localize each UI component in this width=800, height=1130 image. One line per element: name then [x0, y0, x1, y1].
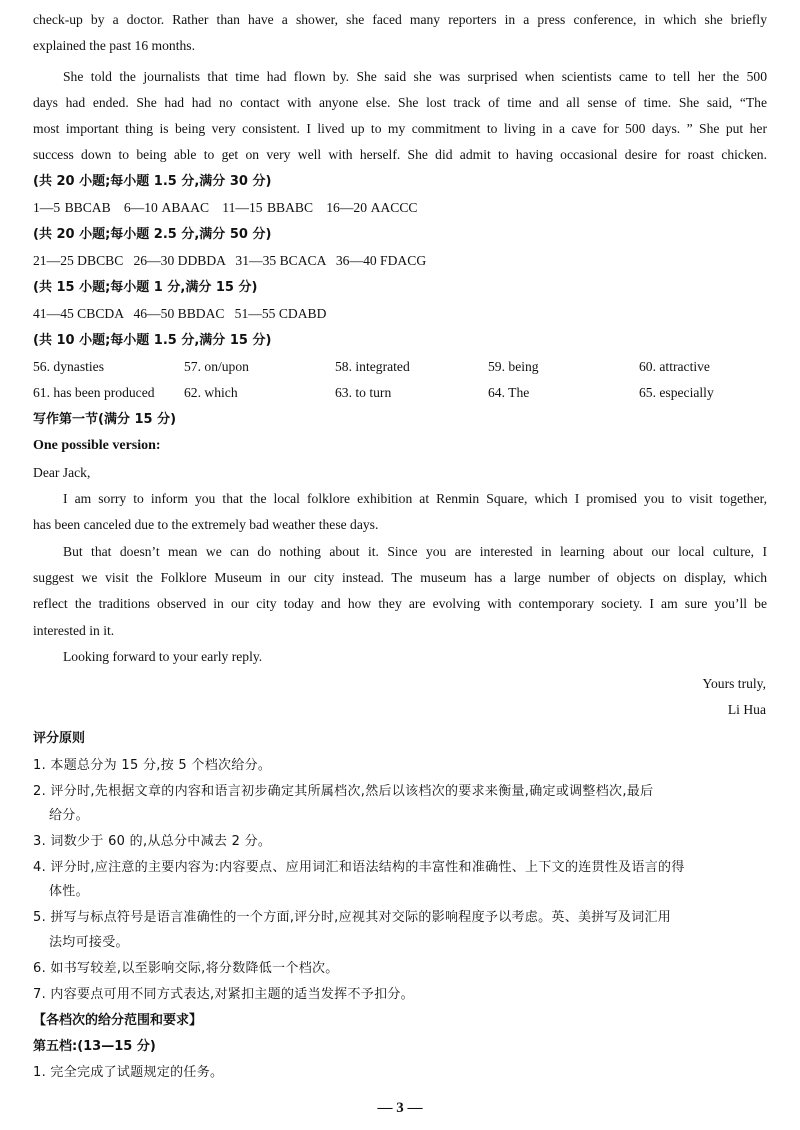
letter-p2-line-2 — [33, 568, 767, 588]
grammar-answer: 64. The — [488, 385, 530, 400]
scoring-title: 评分原则 — [33, 731, 86, 746]
passage-text: most important thing is being very consistent. I lived up to my commitment to living in a cave for 500 days. ” She put her — [33, 121, 767, 136]
grammar-answer: 65. especially — [639, 385, 714, 400]
passage-text: She told the journalists that time had flown by. She said she was surprised when scientists came to tell her the 500 — [63, 69, 767, 84]
grammar-answers-row-1 — [33, 357, 773, 377]
level-5-title: 第五档:(13—15 分) — [33, 1039, 156, 1054]
letter-p2-line-4: interested in it. — [33, 623, 115, 638]
scoring-item-5: 5. 拼写与标点符号是语言准确性的一个方面,评分时,应视其对交际的影响程度予以考虑。英、美拼写及词汇用 — [33, 910, 672, 925]
scoring-item-1: 1. 本题总分为 15 分,按 5 个档次给分。 — [33, 758, 272, 773]
scoring-item-7: 7. 内容要点可用不同方式表达,对紧扣主题的适当发挥不予扣分。 — [33, 987, 414, 1002]
letter-p2-line-1 — [63, 542, 767, 562]
scoring-item-4-cont: 体性。 — [49, 884, 89, 899]
section-2-answers: 21—25 DBCBC 26—30 DDBDA 31—35 BCACA 36—40 FDACG — [33, 253, 427, 268]
grammar-answer: 56. dynasties — [33, 359, 104, 374]
letter-p1-line-2: has been canceled due to the extremely bad weather these days. — [33, 517, 379, 532]
section-1-answers: 1—5 BBCAB 6—10 ABAAC 11—15 BBABC 16—20 AACCC — [33, 200, 418, 215]
passage-line-6 — [33, 145, 767, 165]
grammar-answer: 62. which — [184, 385, 238, 400]
scoring-item-5-cont: 法均可接受。 — [49, 935, 129, 950]
passage-text: success down to being able to get on very well with herself. She did admit to having occasional desire for roast chicken. — [33, 147, 767, 162]
letter-text: But that doesn’t mean we can do nothing about it. Since you are interested in learning about our local culture, I — [63, 544, 767, 559]
writing-header: 写作第一节(满分 15 分) — [33, 412, 177, 427]
letter-signature: Li Hua — [727, 702, 766, 717]
section-3-answers: 41—45 CBCDA 46—50 BBDAC 51—55 CDABD — [33, 306, 327, 321]
grammar-answer: 59. being — [488, 359, 539, 374]
passage-line-1 — [33, 10, 767, 30]
grammar-answer: 57. on/upon — [184, 359, 249, 374]
passage-line-4 — [33, 93, 767, 113]
passage-line-5 — [33, 119, 767, 139]
grammar-answers-row-2 — [33, 383, 773, 403]
letter-text: suggest we visit the Folklore Museum in our city instead. The museum has a large number of objects on display, which — [33, 570, 767, 585]
scoring-item-6: 6. 如书写较差,以至影响交际,将分数降低一个档次。 — [33, 961, 339, 976]
letter-text: I am sorry to inform you that the local folklore exhibition at Renmin Square, which I promised you to visit together, — [63, 491, 767, 506]
letter-p3: Looking forward to your early reply. — [63, 649, 263, 664]
grammar-answer: 60. attractive — [639, 359, 710, 374]
letter-p2-line-3 — [33, 594, 767, 614]
grammar-answer: 58. integrated — [335, 359, 410, 374]
section-2-header: (共 20 小题;每小题 2.5 分,满分 50 分) — [33, 227, 272, 242]
scoring-item-2: 2. 评分时,先根据文章的内容和语言初步确定其所属档次,然后以该档次的要求来衡量,确定或调整档次,最后 — [33, 784, 654, 799]
passage-text: check-up by a doctor. Rather than have a shower, she faced many reporters in a press conference, in which she briefly — [33, 12, 767, 27]
level-5-item-1: 1. 完全完成了试题规定的任务。 — [33, 1065, 224, 1080]
scoring-item-3: 3. 词数少于 60 的,从总分中减去 2 分。 — [33, 834, 272, 849]
letter-closing: Yours truly, — [702, 676, 766, 691]
grammar-answer: 63. to turn — [335, 385, 392, 400]
grammar-header: (共 10 小题;每小题 1.5 分,满分 15 分) — [33, 333, 272, 348]
letter-text: reflect the traditions observed in our city today and how they are evolving with contemporary society. I am sure you’ll be — [33, 596, 767, 611]
passage-line-3 — [63, 67, 767, 87]
page-number: — 3 — — [377, 1100, 423, 1116]
scoring-item-2-cont: 给分。 — [49, 808, 89, 823]
passage-text: days had ended. She had had no contact with anyone else. She lost track of time and all sense of time. She said, “The — [33, 95, 767, 110]
letter-p1-line-1 — [63, 489, 767, 509]
scoring-item-4: 4. 评分时,应注意的主要内容为:内容要点、应用词汇和语法结构的丰富性和准确性、上下文的连贯性及语言的得 — [33, 860, 685, 875]
levels-title: 【各档次的给分范围和要求】 — [33, 1013, 203, 1028]
section-1-header: (共 20 小题;每小题 1.5 分,满分 30 分) — [33, 174, 272, 189]
version-label: One possible version: — [33, 438, 161, 453]
letter-greeting: Dear Jack, — [33, 465, 91, 480]
section-3-header: (共 15 小题;每小题 1 分,满分 15 分) — [33, 280, 258, 295]
passage-line-2: explained the past 16 months. — [33, 38, 195, 53]
grammar-answer: 61. has been produced — [33, 385, 155, 400]
